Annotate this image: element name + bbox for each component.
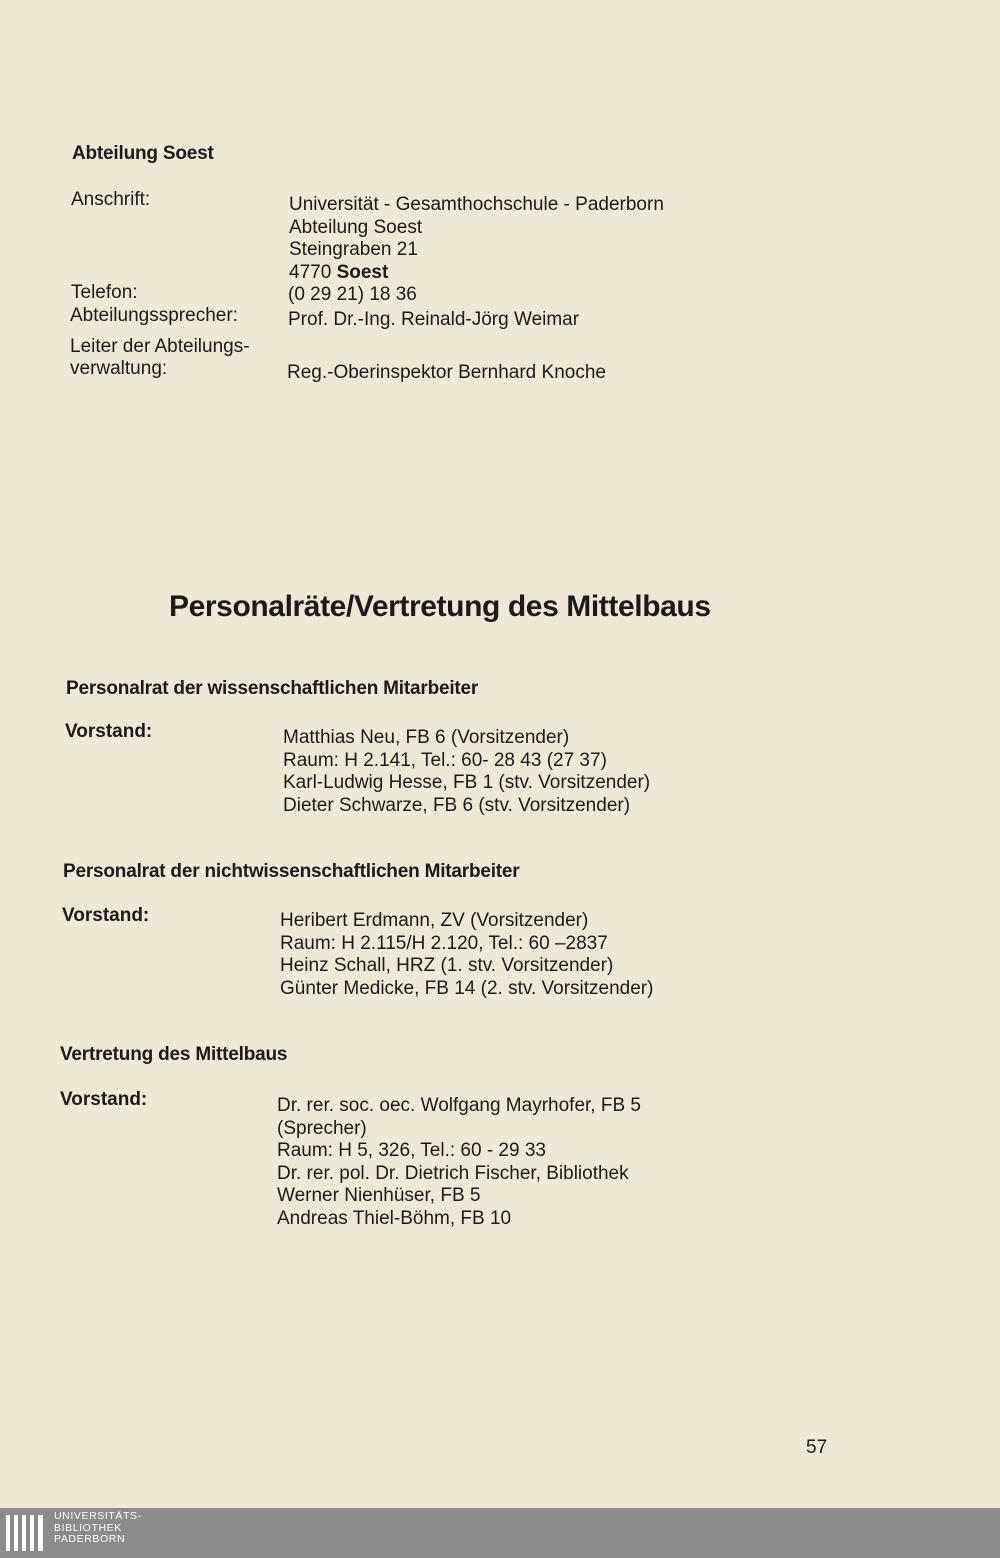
telefon-label: Telefon: — [71, 282, 138, 303]
postcode: 4770 — [289, 261, 332, 283]
anschrift-label: Anschrift: — [71, 189, 151, 210]
vorstand-line: Werner Nienhüser, FB 5 — [277, 1185, 481, 1206]
vorstand-line: (Sprecher) — [277, 1117, 367, 1139]
vorstand-line: Heinz Schall, HRZ (1. stv. Vorsitzender) — [280, 955, 614, 976]
page-number: 57 — [806, 1437, 828, 1458]
vorstand-line: Dr. rer. soc. oec. Wolfgang Mayrhofer, FB 5 — [277, 1095, 641, 1116]
library-name — [54, 1511, 142, 1546]
section-heading-mittelbau: Vertretung des Mittelbaus — [60, 1044, 288, 1065]
page-title: Personalräte/Vertretung des Mittelbaus — [169, 590, 711, 623]
vorstand-line: Raum: H 2.141, Tel.: 60- 28 43 (27 37) — [283, 749, 607, 771]
vorstand-line: Raum: H 5, 326, Tel.: 60 - 29 33 — [277, 1140, 546, 1161]
vorstand-line: Dieter Schwarze, FB 6 (stv. Vorsitzender) — [283, 794, 631, 816]
sprecher-value: Prof. Dr.-Ing. Reinald-Jörg Weimar — [288, 309, 580, 330]
leiter-label-line2: verwaltung: — [70, 358, 168, 379]
vorstand-label: Vorstand: — [62, 905, 150, 926]
vorstand-list — [280, 910, 653, 1000]
city: Soest — [336, 261, 389, 283]
leiter-value: Reg.-Oberinspektor Bernhard Knoche — [287, 362, 606, 383]
vorstand-line: Günter Medicke, FB 14 (2. stv. Vorsitzender) — [280, 977, 654, 999]
sprecher-label: Abteilungssprecher: — [70, 305, 238, 326]
telefon-value: (0 29 21) 18 36 — [288, 284, 417, 305]
address-line: Universität - Gesamthochschule - Paderborn — [289, 194, 664, 215]
vorstand-list — [283, 727, 650, 817]
address-city-line — [289, 262, 664, 285]
address-block — [289, 194, 664, 284]
address-line: Abteilung Soest — [289, 216, 423, 238]
library-name-line: PADERBORN — [54, 1533, 126, 1545]
library-footer-banner — [0, 1508, 1000, 1558]
section-heading-personalrat-wiss: Personalrat der wissenschaftlichen Mitarbeiter — [66, 678, 479, 699]
address-line: Steingraben 21 — [289, 239, 418, 260]
vorstand-line: Andreas Thiel-Böhm, FB 10 — [277, 1207, 512, 1229]
vorstand-line: Karl-Ludwig Hesse, FB 1 (stv. Vorsitzender) — [283, 772, 651, 793]
section-heading-personalrat-nichtwiss: Personalrat der nichtwissenschaftlichen Mitarbeiter — [63, 861, 520, 882]
vorstand-line: Heribert Erdmann, ZV (Vorsitzender) — [280, 910, 589, 931]
vorstand-label: Vorstand: — [60, 1089, 148, 1110]
library-name-line: BIBLIOTHEK — [54, 1521, 122, 1534]
section-heading-abteilung-soest: Abteilung Soest — [72, 143, 214, 164]
vorstand-label: Vorstand: — [65, 721, 153, 742]
vorstand-line: Raum: H 2.115/H 2.120, Tel.: 60 –2837 — [280, 932, 608, 954]
vorstand-line: Dr. rer. pol. Dr. Dietrich Fischer, Bibliothek — [277, 1162, 629, 1184]
leiter-label-line1: Leiter der Abteilungs- — [70, 336, 250, 357]
vorstand-list — [277, 1095, 641, 1230]
library-name-line: UNIVERSITÄTS- — [54, 1510, 142, 1522]
vorstand-line: Matthias Neu, FB 6 (Vorsitzender) — [283, 727, 570, 748]
